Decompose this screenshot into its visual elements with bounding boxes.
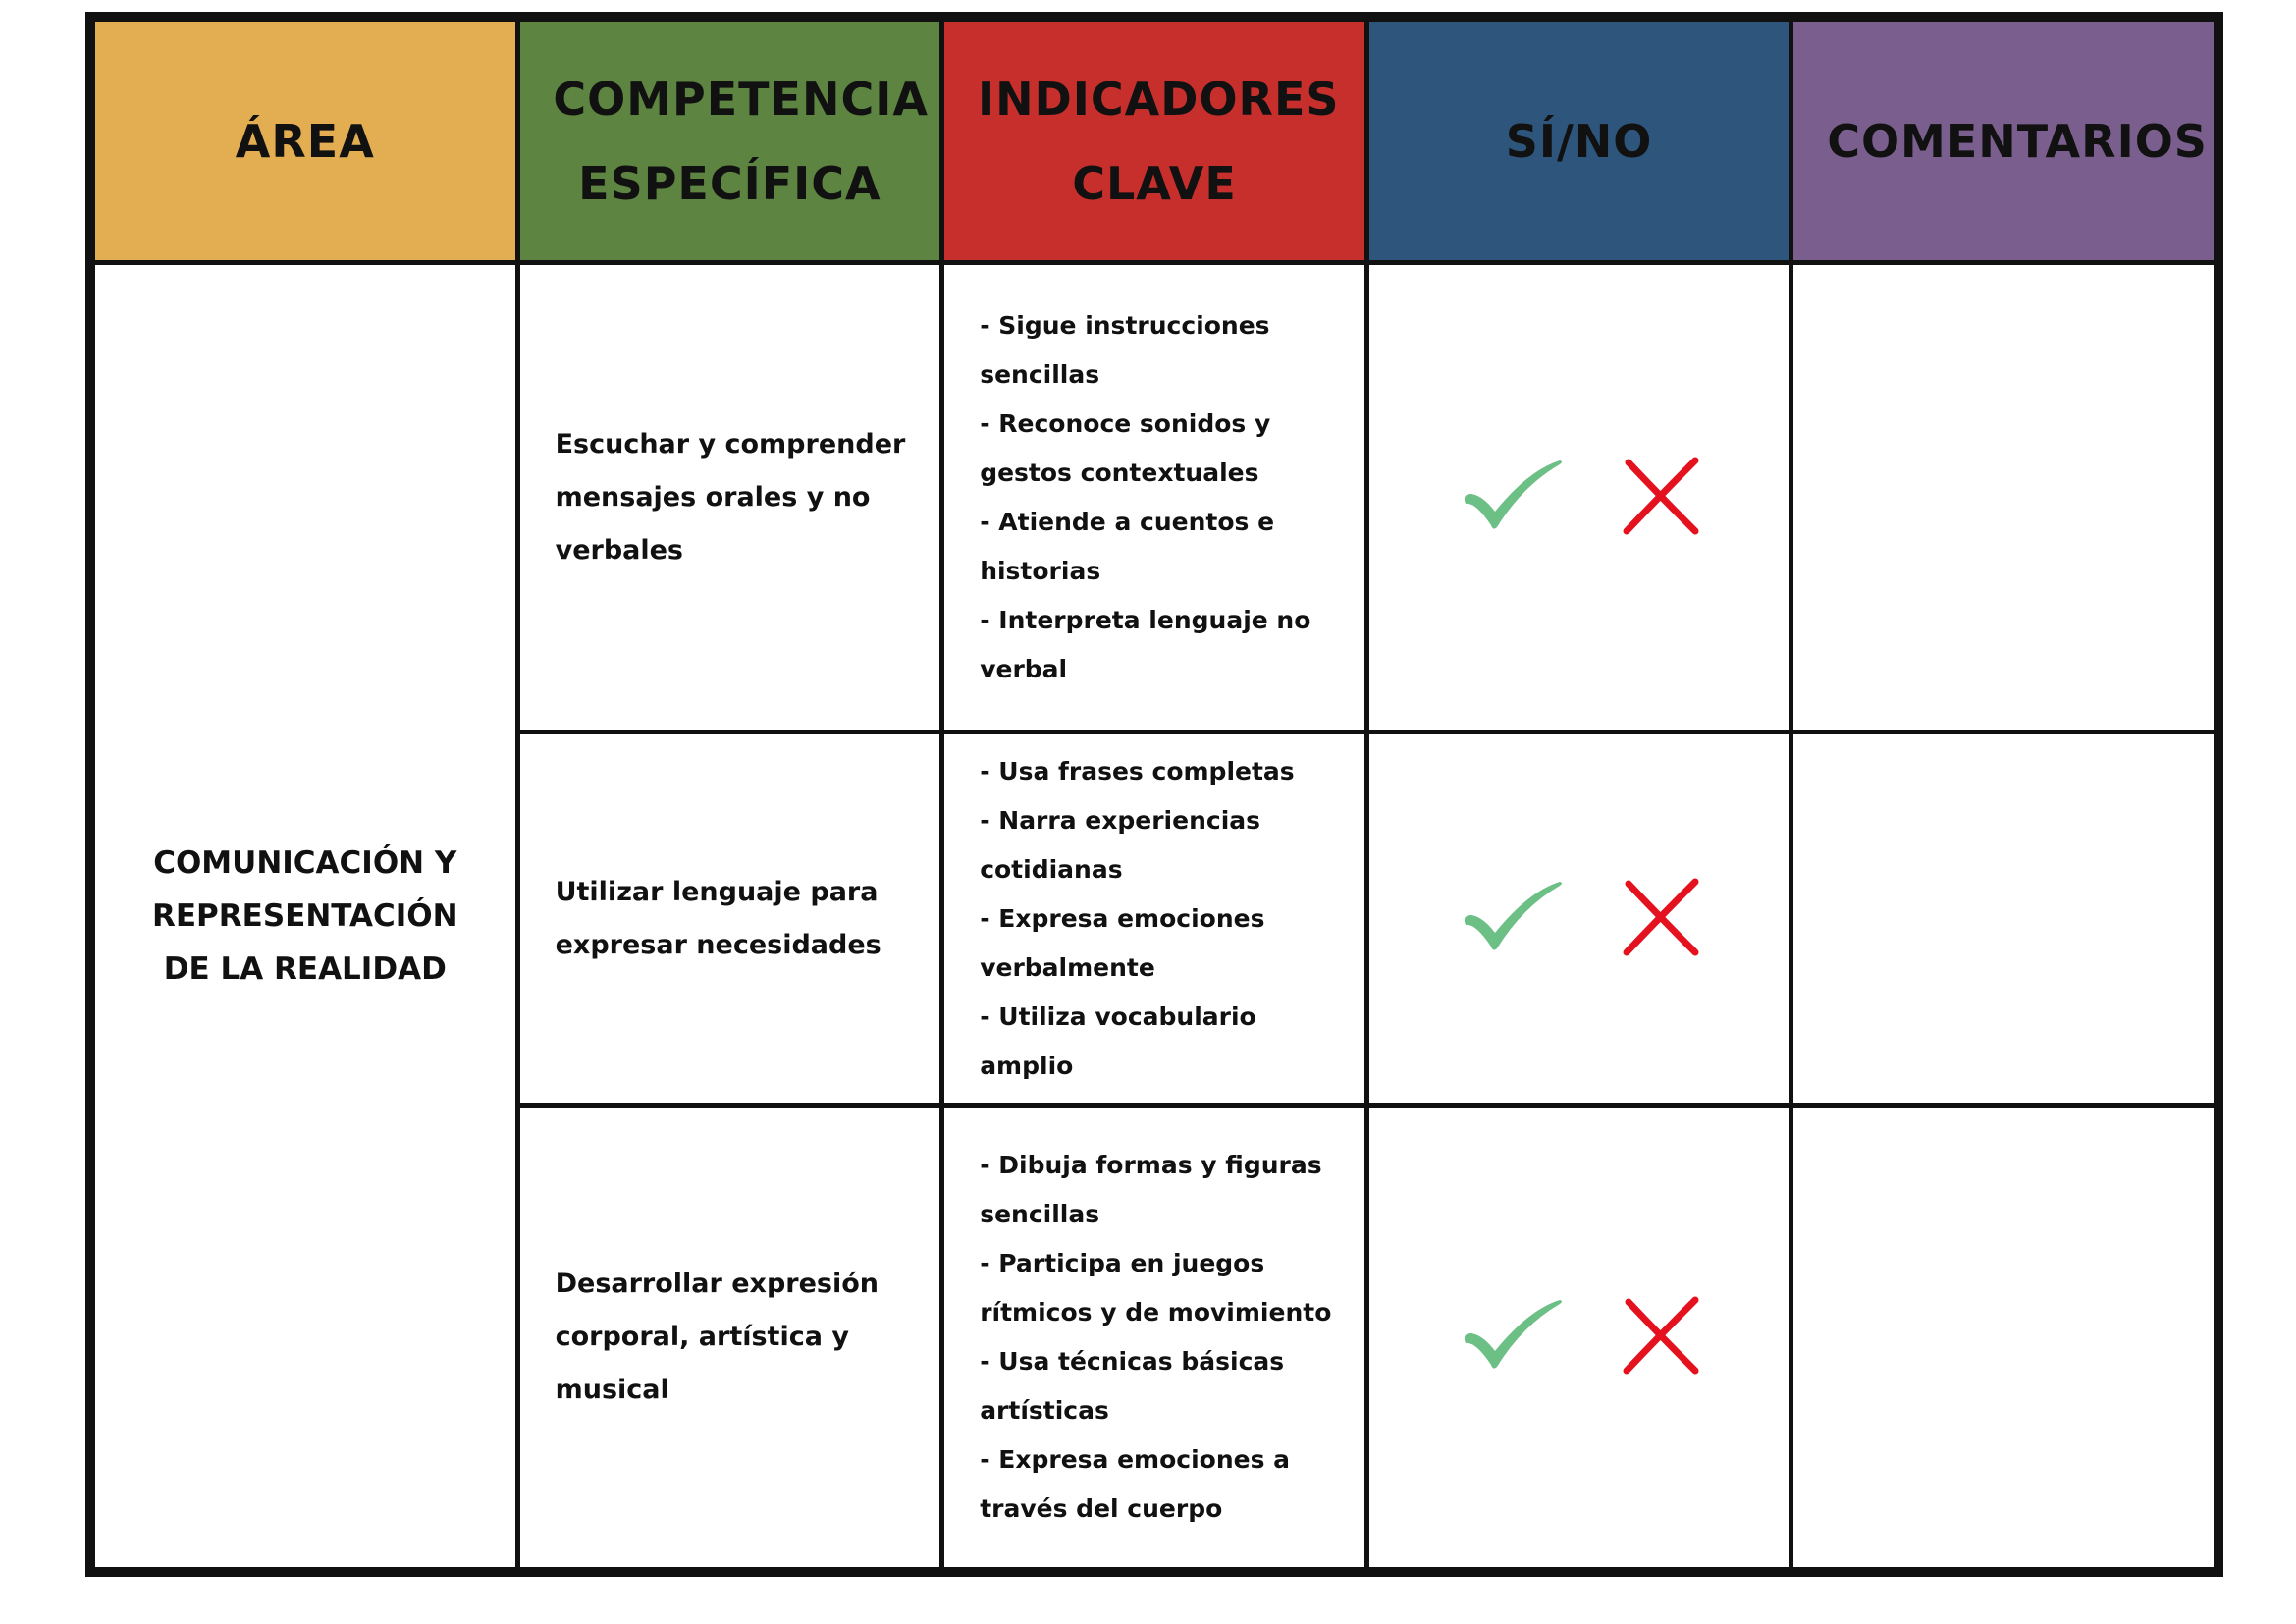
competencia-header [517,20,942,263]
indicador-item: - Atiende a cuentos e historias [980,507,1275,585]
check-icon[interactable] [1458,1292,1568,1382]
check-icon[interactable] [1458,453,1568,543]
comentarios-header [1791,20,2216,263]
indicador-item: - Usa frases completas [980,756,1295,785]
area-cell [93,263,518,1570]
indicador-item: - Utiliza vocabulario amplio [980,1001,1256,1080]
cross-icon[interactable] [1623,878,1701,960]
cross-icon[interactable] [1623,1296,1701,1379]
competencia-cell [517,732,942,1106]
indicador-item: - Dibuja formas y figuras sencillas [980,1151,1322,1228]
competencia-text: Utilizar lenguaje para expresar necesidades [555,876,881,960]
check-icon[interactable] [1458,874,1568,964]
indicador-item: - Usa técnicas básicas artísticas [980,1347,1285,1425]
indicadores-cell [942,1106,1367,1570]
indicador-item: - Narra experiencias cotidianas [980,805,1261,884]
area-header [93,20,518,263]
competencia-cell [517,1106,942,1570]
indicadores-cell [942,263,1367,732]
si-no-cell [1366,732,1791,1106]
si-no-header [1366,20,1791,263]
comentarios-cell[interactable] [1791,1106,2216,1570]
cross-icon[interactable] [1623,457,1701,539]
indicadores-header [942,20,1367,263]
indicador-item: - Interpreta lenguaje no verbal [980,605,1311,683]
indicador-item: - Sigue instrucciones sencillas [980,310,1270,389]
competencia-text: Escuchar y comprender mensajes orales y no verbales [555,428,906,566]
si-no-header-label: SÍ/NO [1505,114,1653,168]
indicadores-header-label: INDICADORES CLAVE [977,72,1340,210]
indicador-item: - Reconoce sonidos y gestos contextuales [980,408,1271,487]
area-label: COMUNICACIÓN Y REPRESENTACIÓN DE LA REALIDAD [152,845,458,987]
indicadores-cell [942,732,1367,1106]
si-no-cell [1366,1106,1791,1570]
indicador-item: - Participa en juegos rítmicos y de movimiento [980,1249,1332,1326]
indicador-item: - Expresa emociones a través del cuerpo [980,1445,1291,1523]
evaluation-rubric [85,12,2223,1577]
table-row [93,263,2216,732]
si-no-cell [1366,263,1791,732]
rubric-table [90,17,2218,1572]
competencia-header-label: COMPETENCIA ESPECÍFICA [553,72,929,210]
area-header-label: ÁREA [235,114,375,168]
competencia-cell [517,263,942,732]
comentarios-cell[interactable] [1791,263,2216,732]
competencia-text: Desarrollar expresión corporal, artística y musical [555,1269,880,1405]
comentarios-cell[interactable] [1791,732,2216,1106]
comentarios-header-label: COMENTARIOS [1827,114,2208,168]
header-row [93,20,2216,263]
indicador-item: - Expresa emociones verbalmente [980,903,1265,982]
